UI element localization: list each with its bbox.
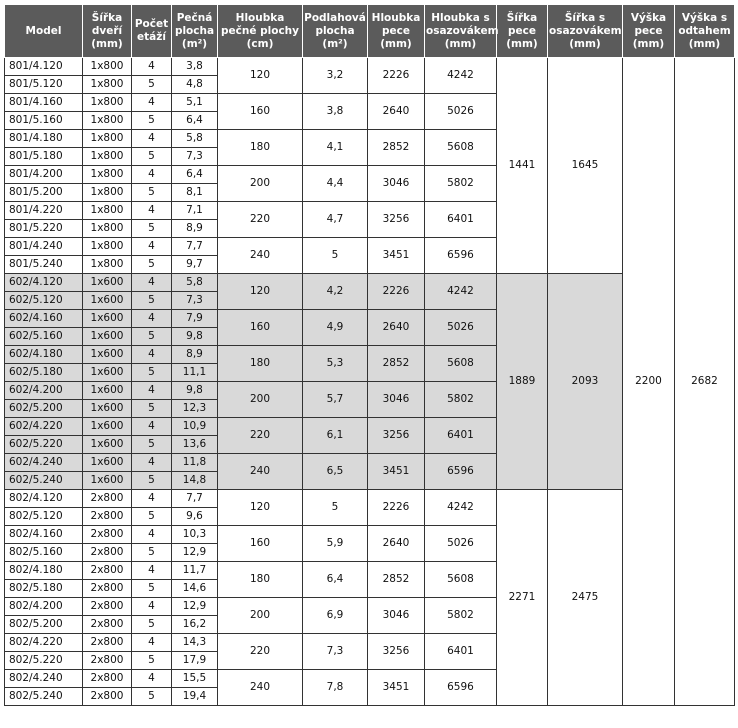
cell-pecna-plocha: 7,7 bbox=[172, 238, 218, 256]
cell-pecna-plocha: 11,1 bbox=[172, 364, 218, 382]
cell-hloubka-pecne-plochy: 120 bbox=[218, 274, 303, 310]
cell-model: 801/5.120 bbox=[5, 76, 83, 94]
cell-model: 802/4.120 bbox=[5, 490, 83, 508]
cell-hloubka-pecne-plochy: 240 bbox=[218, 454, 303, 490]
cell-podlahova-plocha: 4,1 bbox=[303, 130, 368, 166]
cell-pecna-plocha: 19,4 bbox=[172, 688, 218, 706]
cell-hloubka-s-osazovakem: 6401 bbox=[425, 634, 497, 670]
cell-podlahova-plocha: 7,3 bbox=[303, 634, 368, 670]
header-hloubka-pecne-plochy: Hloubka pečné plochy (cm) bbox=[218, 5, 303, 58]
cell-sirka-dveri: 2x800 bbox=[83, 562, 132, 580]
cell-sirka-dveri: 2x800 bbox=[83, 616, 132, 634]
cell-pecna-plocha: 10,9 bbox=[172, 418, 218, 436]
header-vyska-pece: Výška pece (mm) bbox=[623, 5, 675, 58]
cell-pocet-etazi: 4 bbox=[132, 130, 172, 148]
cell-hloubka-pece: 3451 bbox=[368, 670, 425, 706]
table-row bbox=[5, 58, 735, 76]
cell-pocet-etazi: 4 bbox=[132, 634, 172, 652]
cell-model: 801/5.180 bbox=[5, 148, 83, 166]
cell-pecna-plocha: 8,9 bbox=[172, 346, 218, 364]
cell-pocet-etazi: 5 bbox=[132, 616, 172, 634]
cell-hloubka-pecne-plochy: 180 bbox=[218, 562, 303, 598]
cell-hloubka-s-osazovakem: 4242 bbox=[425, 58, 497, 94]
cell-model: 602/5.160 bbox=[5, 328, 83, 346]
header-pocet-etazi: Počet etáží bbox=[132, 5, 172, 58]
cell-pecna-plocha: 7,3 bbox=[172, 292, 218, 310]
cell-hloubka-s-osazovakem: 5608 bbox=[425, 346, 497, 382]
header-podlahova-plocha: Podlahová plocha (m²) bbox=[303, 5, 368, 58]
cell-sirka-dveri: 2x800 bbox=[83, 634, 132, 652]
header-row bbox=[5, 5, 735, 58]
cell-podlahova-plocha: 3,8 bbox=[303, 94, 368, 130]
cell-hloubka-pecne-plochy: 200 bbox=[218, 598, 303, 634]
cell-sirka-dveri: 2x800 bbox=[83, 670, 132, 688]
cell-model: 802/5.180 bbox=[5, 580, 83, 598]
cell-pecna-plocha: 4,8 bbox=[172, 76, 218, 94]
cell-sirka-dveri: 1x600 bbox=[83, 310, 132, 328]
cell-model: 802/4.240 bbox=[5, 670, 83, 688]
cell-hloubka-pecne-plochy: 200 bbox=[218, 382, 303, 418]
cell-sirka-s-osazovakem: 2093 bbox=[548, 274, 623, 490]
cell-sirka-dveri: 1x600 bbox=[83, 418, 132, 436]
cell-sirka-pece: 1441 bbox=[497, 58, 548, 274]
cell-pocet-etazi: 5 bbox=[132, 436, 172, 454]
cell-model: 602/5.240 bbox=[5, 472, 83, 490]
cell-pocet-etazi: 4 bbox=[132, 274, 172, 292]
cell-hloubka-pece: 2640 bbox=[368, 526, 425, 562]
cell-hloubka-s-osazovakem: 6401 bbox=[425, 202, 497, 238]
cell-sirka-dveri: 2x800 bbox=[83, 652, 132, 670]
header-model: Model bbox=[5, 5, 83, 58]
cell-model: 801/4.120 bbox=[5, 58, 83, 76]
cell-sirka-dveri: 1x600 bbox=[83, 292, 132, 310]
cell-model: 602/5.220 bbox=[5, 436, 83, 454]
cell-pecna-plocha: 6,4 bbox=[172, 166, 218, 184]
cell-pocet-etazi: 4 bbox=[132, 418, 172, 436]
cell-hloubka-s-osazovakem: 5608 bbox=[425, 130, 497, 166]
cell-sirka-dveri: 1x600 bbox=[83, 454, 132, 472]
cell-pecna-plocha: 9,7 bbox=[172, 256, 218, 274]
header-sirka-s-osazovakem: Šířka s osazovákem (mm) bbox=[548, 5, 623, 58]
cell-model: 802/5.160 bbox=[5, 544, 83, 562]
cell-pocet-etazi: 4 bbox=[132, 454, 172, 472]
header-sirka-pece: Šířka pece (mm) bbox=[497, 5, 548, 58]
cell-pocet-etazi: 5 bbox=[132, 508, 172, 526]
cell-pocet-etazi: 4 bbox=[132, 58, 172, 76]
cell-pocet-etazi: 5 bbox=[132, 472, 172, 490]
cell-pecna-plocha: 9,8 bbox=[172, 382, 218, 400]
cell-pocet-etazi: 4 bbox=[132, 526, 172, 544]
cell-sirka-dveri: 1x600 bbox=[83, 328, 132, 346]
cell-pecna-plocha: 12,3 bbox=[172, 400, 218, 418]
cell-model: 602/5.120 bbox=[5, 292, 83, 310]
cell-podlahova-plocha: 5,7 bbox=[303, 382, 368, 418]
cell-pocet-etazi: 5 bbox=[132, 220, 172, 238]
cell-podlahova-plocha: 5 bbox=[303, 238, 368, 274]
cell-model: 602/4.180 bbox=[5, 346, 83, 364]
cell-model: 602/5.180 bbox=[5, 364, 83, 382]
cell-pecna-plocha: 8,1 bbox=[172, 184, 218, 202]
cell-pocet-etazi: 4 bbox=[132, 346, 172, 364]
cell-hloubka-s-osazovakem: 6596 bbox=[425, 670, 497, 706]
cell-model: 602/4.200 bbox=[5, 382, 83, 400]
cell-model: 802/5.240 bbox=[5, 688, 83, 706]
cell-hloubka-pecne-plochy: 180 bbox=[218, 130, 303, 166]
cell-pecna-plocha: 12,9 bbox=[172, 598, 218, 616]
cell-sirka-dveri: 1x600 bbox=[83, 436, 132, 454]
header-pecna-plocha: Pečná plocha (m²) bbox=[172, 5, 218, 58]
cell-hloubka-pecne-plochy: 160 bbox=[218, 310, 303, 346]
header-hloubka-pece: Hloubka pece (mm) bbox=[368, 5, 425, 58]
cell-hloubka-pecne-plochy: 120 bbox=[218, 58, 303, 94]
cell-pecna-plocha: 6,4 bbox=[172, 112, 218, 130]
cell-podlahova-plocha: 7,8 bbox=[303, 670, 368, 706]
cell-pocet-etazi: 5 bbox=[132, 400, 172, 418]
cell-pocet-etazi: 5 bbox=[132, 328, 172, 346]
cell-model: 801/5.240 bbox=[5, 256, 83, 274]
cell-hloubka-pece: 3046 bbox=[368, 382, 425, 418]
cell-model: 802/5.220 bbox=[5, 652, 83, 670]
cell-sirka-s-osazovakem: 2475 bbox=[548, 490, 623, 706]
cell-hloubka-pece: 2226 bbox=[368, 58, 425, 94]
cell-pocet-etazi: 5 bbox=[132, 364, 172, 382]
cell-hloubka-s-osazovakem: 4242 bbox=[425, 274, 497, 310]
cell-model: 802/5.200 bbox=[5, 616, 83, 634]
cell-sirka-dveri: 1x800 bbox=[83, 130, 132, 148]
cell-pecna-plocha: 12,9 bbox=[172, 544, 218, 562]
cell-pocet-etazi: 5 bbox=[132, 544, 172, 562]
cell-pecna-plocha: 14,6 bbox=[172, 580, 218, 598]
cell-podlahova-plocha: 4,4 bbox=[303, 166, 368, 202]
cell-sirka-dveri: 2x800 bbox=[83, 508, 132, 526]
cell-podlahova-plocha: 5,9 bbox=[303, 526, 368, 562]
cell-hloubka-pece: 2852 bbox=[368, 130, 425, 166]
cell-pocet-etazi: 4 bbox=[132, 238, 172, 256]
cell-hloubka-pece: 3451 bbox=[368, 454, 425, 490]
cell-pecna-plocha: 5,1 bbox=[172, 94, 218, 112]
cell-model: 602/4.160 bbox=[5, 310, 83, 328]
cell-sirka-dveri: 1x600 bbox=[83, 364, 132, 382]
cell-hloubka-s-osazovakem: 6401 bbox=[425, 418, 497, 454]
cell-model: 801/5.200 bbox=[5, 184, 83, 202]
cell-sirka-dveri: 1x800 bbox=[83, 256, 132, 274]
cell-pecna-plocha: 16,2 bbox=[172, 616, 218, 634]
cell-sirka-pece: 2271 bbox=[497, 490, 548, 706]
cell-pecna-plocha: 5,8 bbox=[172, 130, 218, 148]
cell-podlahova-plocha: 6,4 bbox=[303, 562, 368, 598]
cell-model: 801/4.240 bbox=[5, 238, 83, 256]
cell-sirka-dveri: 1x600 bbox=[83, 274, 132, 292]
table-header bbox=[5, 5, 735, 58]
cell-model: 602/4.120 bbox=[5, 274, 83, 292]
cell-pocet-etazi: 4 bbox=[132, 382, 172, 400]
cell-hloubka-pece: 2226 bbox=[368, 490, 425, 526]
cell-pecna-plocha: 7,3 bbox=[172, 148, 218, 166]
cell-podlahova-plocha: 3,2 bbox=[303, 58, 368, 94]
header-sirka-dveri: Šířka dveří (mm) bbox=[83, 5, 132, 58]
cell-podlahova-plocha: 6,9 bbox=[303, 598, 368, 634]
cell-pocet-etazi: 4 bbox=[132, 94, 172, 112]
cell-hloubka-pece: 3256 bbox=[368, 634, 425, 670]
cell-podlahova-plocha: 4,7 bbox=[303, 202, 368, 238]
cell-sirka-dveri: 1x800 bbox=[83, 202, 132, 220]
cell-pecna-plocha: 15,5 bbox=[172, 670, 218, 688]
cell-hloubka-pece: 2852 bbox=[368, 346, 425, 382]
cell-vyska-pece: 2200 bbox=[623, 58, 675, 706]
cell-hloubka-s-osazovakem: 5802 bbox=[425, 166, 497, 202]
cell-sirka-dveri: 1x600 bbox=[83, 346, 132, 364]
cell-pocet-etazi: 5 bbox=[132, 148, 172, 166]
cell-pecna-plocha: 11,8 bbox=[172, 454, 218, 472]
cell-pecna-plocha: 9,8 bbox=[172, 328, 218, 346]
cell-pocet-etazi: 4 bbox=[132, 166, 172, 184]
cell-hloubka-pecne-plochy: 220 bbox=[218, 418, 303, 454]
cell-podlahova-plocha: 5 bbox=[303, 490, 368, 526]
cell-hloubka-pece: 2852 bbox=[368, 562, 425, 598]
cell-vyska-s-odtahem: 2682 bbox=[675, 58, 735, 706]
cell-pecna-plocha: 8,9 bbox=[172, 220, 218, 238]
cell-hloubka-pecne-plochy: 160 bbox=[218, 526, 303, 562]
cell-model: 802/4.160 bbox=[5, 526, 83, 544]
cell-model: 802/4.200 bbox=[5, 598, 83, 616]
cell-hloubka-s-osazovakem: 4242 bbox=[425, 490, 497, 526]
cell-sirka-dveri: 1x800 bbox=[83, 220, 132, 238]
cell-hloubka-pecne-plochy: 220 bbox=[218, 202, 303, 238]
cell-hloubka-pecne-plochy: 200 bbox=[218, 166, 303, 202]
cell-hloubka-pece: 3256 bbox=[368, 202, 425, 238]
cell-hloubka-pecne-plochy: 240 bbox=[218, 670, 303, 706]
cell-hloubka-s-osazovakem: 5608 bbox=[425, 562, 497, 598]
cell-hloubka-s-osazovakem: 6596 bbox=[425, 454, 497, 490]
cell-sirka-dveri: 1x800 bbox=[83, 148, 132, 166]
cell-pecna-plocha: 14,8 bbox=[172, 472, 218, 490]
table-body bbox=[5, 58, 735, 706]
cell-model: 602/4.240 bbox=[5, 454, 83, 472]
cell-hloubka-s-osazovakem: 6596 bbox=[425, 238, 497, 274]
cell-pecna-plocha: 14,3 bbox=[172, 634, 218, 652]
cell-pecna-plocha: 7,9 bbox=[172, 310, 218, 328]
cell-hloubka-s-osazovakem: 5802 bbox=[425, 382, 497, 418]
cell-sirka-dveri: 2x800 bbox=[83, 688, 132, 706]
cell-podlahova-plocha: 6,5 bbox=[303, 454, 368, 490]
cell-hloubka-s-osazovakem: 5026 bbox=[425, 94, 497, 130]
cell-pecna-plocha: 11,7 bbox=[172, 562, 218, 580]
cell-podlahova-plocha: 4,2 bbox=[303, 274, 368, 310]
cell-pecna-plocha: 10,3 bbox=[172, 526, 218, 544]
cell-hloubka-pecne-plochy: 160 bbox=[218, 94, 303, 130]
cell-model: 802/5.120 bbox=[5, 508, 83, 526]
cell-hloubka-pecne-plochy: 120 bbox=[218, 490, 303, 526]
cell-pecna-plocha: 13,6 bbox=[172, 436, 218, 454]
cell-sirka-dveri: 1x600 bbox=[83, 400, 132, 418]
cell-pocet-etazi: 5 bbox=[132, 76, 172, 94]
cell-sirka-dveri: 1x800 bbox=[83, 76, 132, 94]
cell-sirka-dveri: 1x800 bbox=[83, 94, 132, 112]
cell-hloubka-pece: 2640 bbox=[368, 310, 425, 346]
cell-sirka-dveri: 1x600 bbox=[83, 472, 132, 490]
cell-sirka-dveri: 2x800 bbox=[83, 490, 132, 508]
cell-pocet-etazi: 5 bbox=[132, 184, 172, 202]
cell-sirka-dveri: 2x800 bbox=[83, 598, 132, 616]
cell-model: 801/4.180 bbox=[5, 130, 83, 148]
cell-sirka-dveri: 1x800 bbox=[83, 58, 132, 76]
cell-sirka-dveri: 1x800 bbox=[83, 112, 132, 130]
cell-podlahova-plocha: 4,9 bbox=[303, 310, 368, 346]
cell-sirka-dveri: 2x800 bbox=[83, 526, 132, 544]
cell-model: 801/4.200 bbox=[5, 166, 83, 184]
cell-pocet-etazi: 5 bbox=[132, 652, 172, 670]
cell-pocet-etazi: 4 bbox=[132, 202, 172, 220]
cell-sirka-dveri: 1x800 bbox=[83, 166, 132, 184]
cell-pecna-plocha: 3,8 bbox=[172, 58, 218, 76]
cell-podlahova-plocha: 5,3 bbox=[303, 346, 368, 382]
cell-pocet-etazi: 4 bbox=[132, 490, 172, 508]
cell-podlahova-plocha: 6,1 bbox=[303, 418, 368, 454]
cell-pocet-etazi: 4 bbox=[132, 598, 172, 616]
cell-hloubka-s-osazovakem: 5802 bbox=[425, 598, 497, 634]
oven-spec-table bbox=[4, 4, 735, 706]
cell-pocet-etazi: 5 bbox=[132, 256, 172, 274]
cell-sirka-dveri: 1x600 bbox=[83, 382, 132, 400]
cell-pecna-plocha: 7,7 bbox=[172, 490, 218, 508]
cell-sirka-dveri: 1x800 bbox=[83, 184, 132, 202]
cell-model: 801/4.160 bbox=[5, 94, 83, 112]
cell-model: 602/4.220 bbox=[5, 418, 83, 436]
cell-hloubka-pece: 3256 bbox=[368, 418, 425, 454]
cell-pocet-etazi: 4 bbox=[132, 310, 172, 328]
cell-hloubka-pece: 3046 bbox=[368, 166, 425, 202]
cell-pocet-etazi: 4 bbox=[132, 562, 172, 580]
cell-sirka-dveri: 1x800 bbox=[83, 238, 132, 256]
header-vyska-s-odtahem: Výška s odtahem (mm) bbox=[675, 5, 735, 58]
cell-hloubka-pece: 3451 bbox=[368, 238, 425, 274]
cell-pecna-plocha: 5,8 bbox=[172, 274, 218, 292]
cell-model: 802/4.220 bbox=[5, 634, 83, 652]
cell-hloubka-pecne-plochy: 180 bbox=[218, 346, 303, 382]
cell-sirka-dveri: 2x800 bbox=[83, 544, 132, 562]
cell-hloubka-pece: 2226 bbox=[368, 274, 425, 310]
cell-sirka-s-osazovakem: 1645 bbox=[548, 58, 623, 274]
cell-model: 801/5.220 bbox=[5, 220, 83, 238]
cell-model: 801/5.160 bbox=[5, 112, 83, 130]
cell-hloubka-pecne-plochy: 220 bbox=[218, 634, 303, 670]
cell-hloubka-s-osazovakem: 5026 bbox=[425, 310, 497, 346]
cell-hloubka-pece: 3046 bbox=[368, 598, 425, 634]
cell-hloubka-pecne-plochy: 240 bbox=[218, 238, 303, 274]
header-hloubka-s-osazovakem: Hloubka s osazovákem (mm) bbox=[425, 5, 497, 58]
spec-table-wrapper bbox=[4, 4, 735, 706]
cell-pecna-plocha: 17,9 bbox=[172, 652, 218, 670]
cell-pocet-etazi: 5 bbox=[132, 112, 172, 130]
cell-sirka-pece: 1889 bbox=[497, 274, 548, 490]
cell-model: 801/4.220 bbox=[5, 202, 83, 220]
cell-model: 602/5.200 bbox=[5, 400, 83, 418]
cell-pocet-etazi: 5 bbox=[132, 580, 172, 598]
cell-model: 802/4.180 bbox=[5, 562, 83, 580]
cell-pecna-plocha: 7,1 bbox=[172, 202, 218, 220]
cell-pocet-etazi: 5 bbox=[132, 292, 172, 310]
cell-pocet-etazi: 5 bbox=[132, 688, 172, 706]
cell-pecna-plocha: 9,6 bbox=[172, 508, 218, 526]
cell-pocet-etazi: 4 bbox=[132, 670, 172, 688]
cell-hloubka-pece: 2640 bbox=[368, 94, 425, 130]
cell-hloubka-s-osazovakem: 5026 bbox=[425, 526, 497, 562]
cell-sirka-dveri: 2x800 bbox=[83, 580, 132, 598]
